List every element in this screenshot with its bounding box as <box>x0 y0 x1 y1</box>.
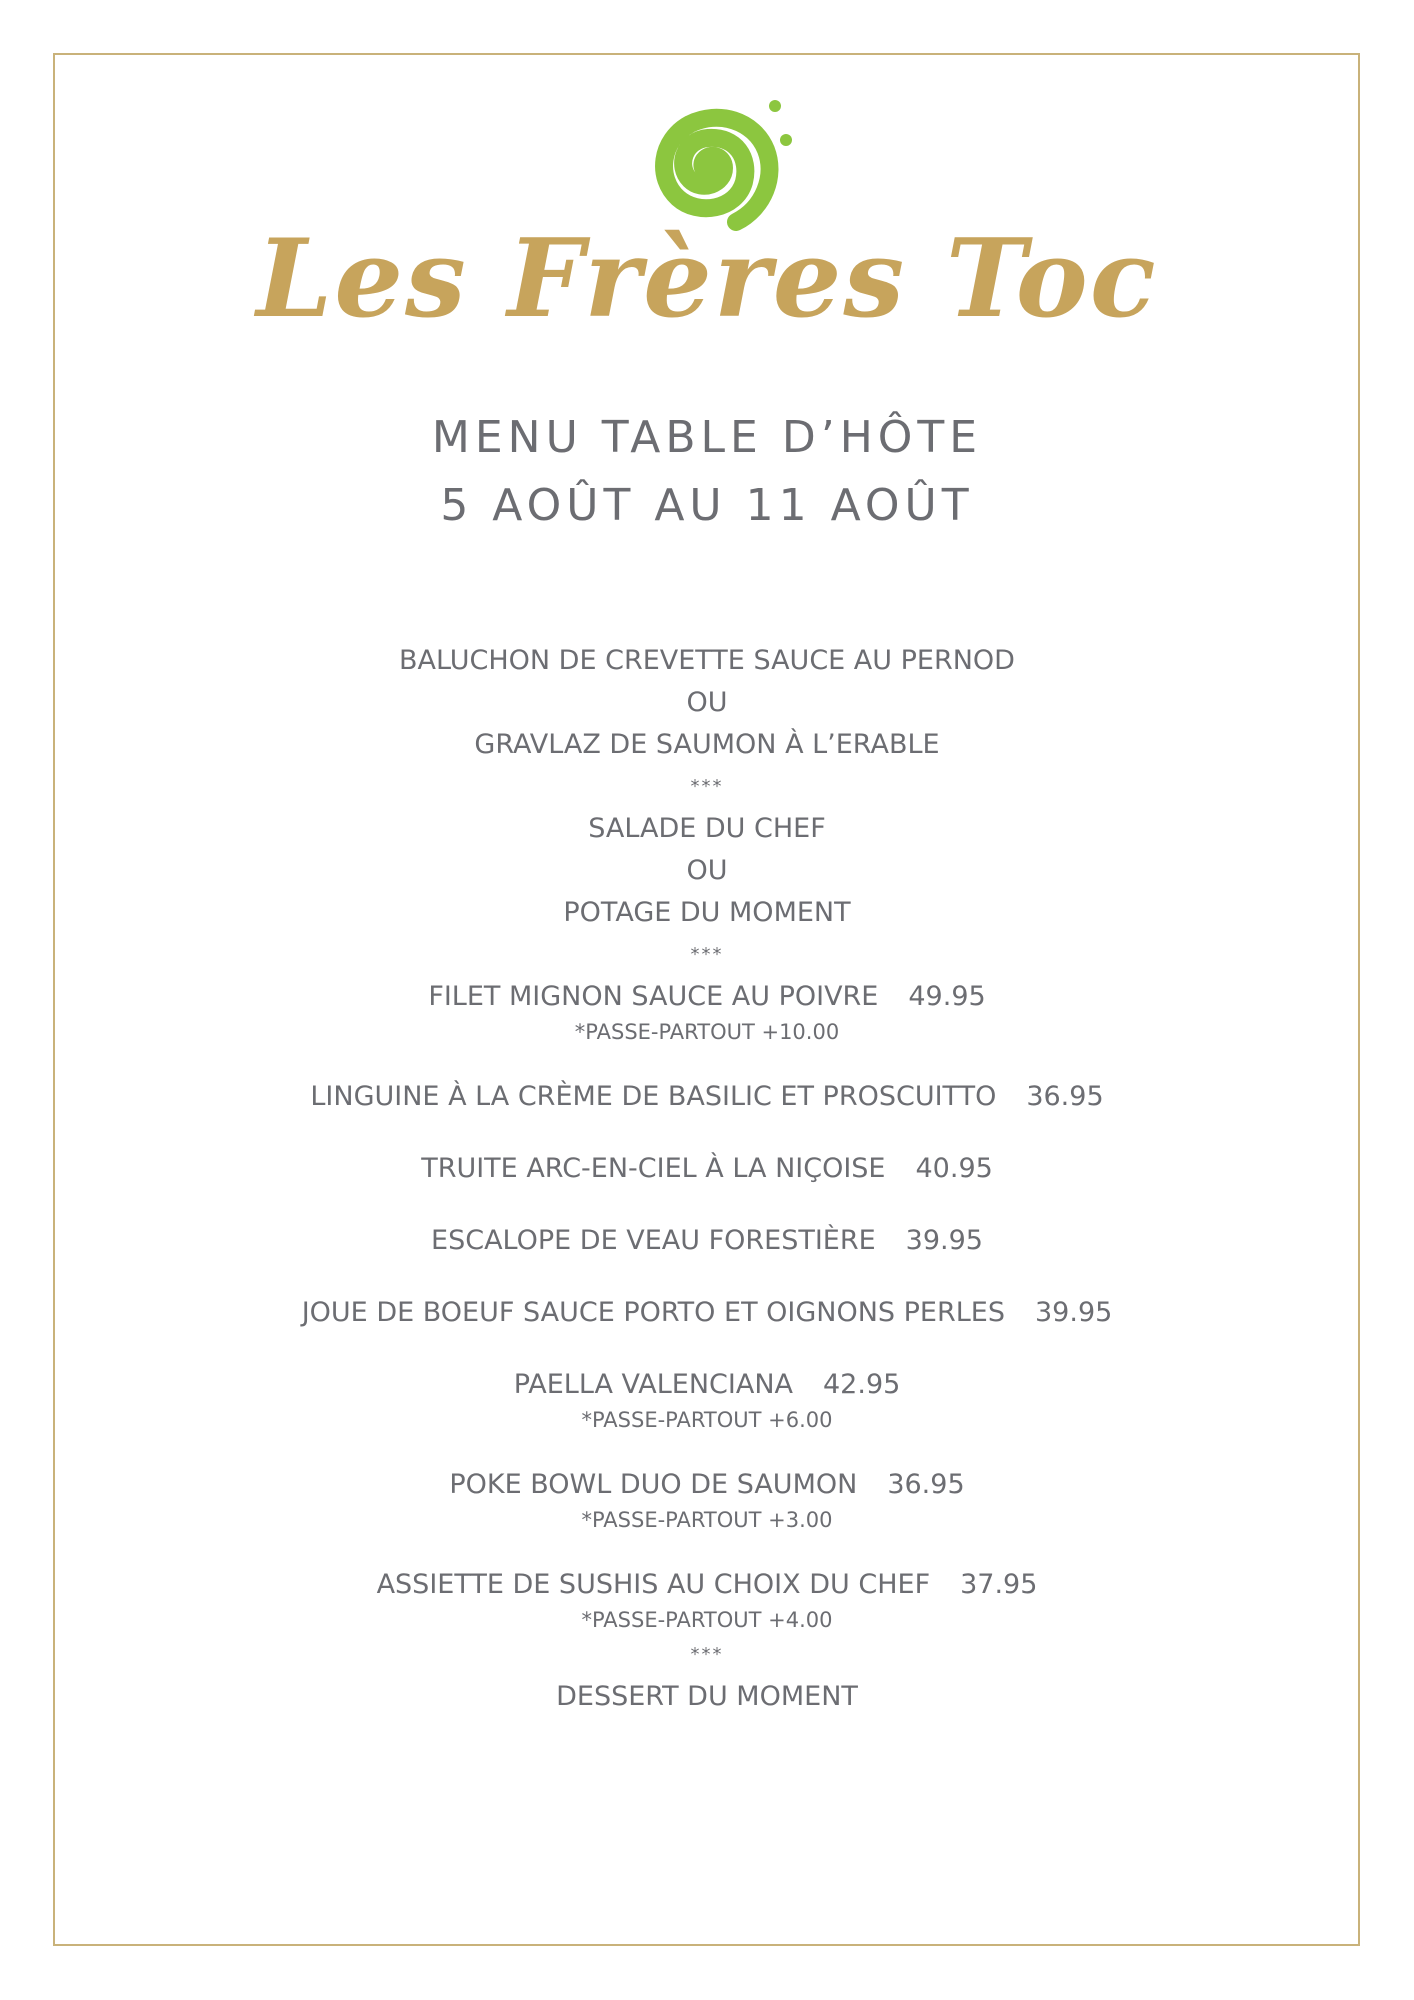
main-item <box>0 1292 1414 1334</box>
main-item-name: FILET MIGNON SAUCE AU POIVRE <box>428 981 879 1012</box>
main-item-price: 42.95 <box>823 1369 901 1400</box>
main-item <box>0 1076 1414 1118</box>
main-item-note: *PASSE-PARTOUT +6.00 <box>581 1408 833 1432</box>
main-item-note: *PASSE-PARTOUT +4.00 <box>581 1608 833 1632</box>
or-separator: OU <box>686 855 728 886</box>
main-item-price: 49.95 <box>908 981 986 1012</box>
main-item-name: TRUITE ARC-EN-CIEL À LA NIÇOISE <box>421 1153 886 1184</box>
entree-option: GRAVLAZ DE SAUMON À L’ERABLE <box>474 729 940 760</box>
course-separator: *** <box>690 776 724 797</box>
main-item-name: POKE BOWL DUO DE SAUMON <box>449 1469 858 1500</box>
main-item <box>0 1464 1414 1506</box>
menu-list <box>0 640 1414 1718</box>
course-separator: *** <box>690 1644 724 1665</box>
or-separator: OU <box>686 687 728 718</box>
dessert-item: DESSERT DU MOMENT <box>556 1681 858 1712</box>
main-item <box>0 1564 1414 1606</box>
main-item-price: 40.95 <box>915 1153 993 1184</box>
main-item <box>0 976 1414 1018</box>
main-item-note: *PASSE-PARTOUT +10.00 <box>574 1020 840 1044</box>
course-separator: *** <box>690 944 724 965</box>
main-item-price: 36.95 <box>1026 1081 1104 1112</box>
menu-title: MENU TABLE D’HÔTE <box>431 412 983 463</box>
soup-option: SALADE DU CHEF <box>588 813 826 844</box>
main-item <box>0 1148 1414 1190</box>
main-item-name: JOUE DE BOEUF SAUCE PORTO ET OIGNONS PERLES <box>301 1297 1005 1328</box>
main-item-name: LINGUINE À LA CRÈME DE BASILIC ET PROSCUITTO <box>310 1081 997 1112</box>
menu-date-range: 5 AOÛT AU 11 AOÛT <box>440 480 974 531</box>
main-item-price: 36.95 <box>887 1469 965 1500</box>
main-item-name: ASSIETTE DE SUSHIS AU CHOIX DU CHEF <box>376 1569 931 1600</box>
main-item-name: ESCALOPE DE VEAU FORESTIÈRE <box>431 1225 876 1256</box>
entree-option: BALUCHON DE CREVETTE SAUCE AU PERNOD <box>399 645 1015 676</box>
brand-name: Les Frères Toc <box>256 216 1158 342</box>
main-item-price: 37.95 <box>960 1569 1038 1600</box>
soup-option: POTAGE DU MOMENT <box>563 897 851 928</box>
main-item-price: 39.95 <box>1035 1297 1113 1328</box>
main-item <box>0 1220 1414 1262</box>
main-item-note: *PASSE-PARTOUT +3.00 <box>581 1508 833 1532</box>
main-item-name: PAELLA VALENCIANA <box>513 1369 793 1400</box>
main-item-price: 39.95 <box>905 1225 983 1256</box>
main-item <box>0 1364 1414 1406</box>
